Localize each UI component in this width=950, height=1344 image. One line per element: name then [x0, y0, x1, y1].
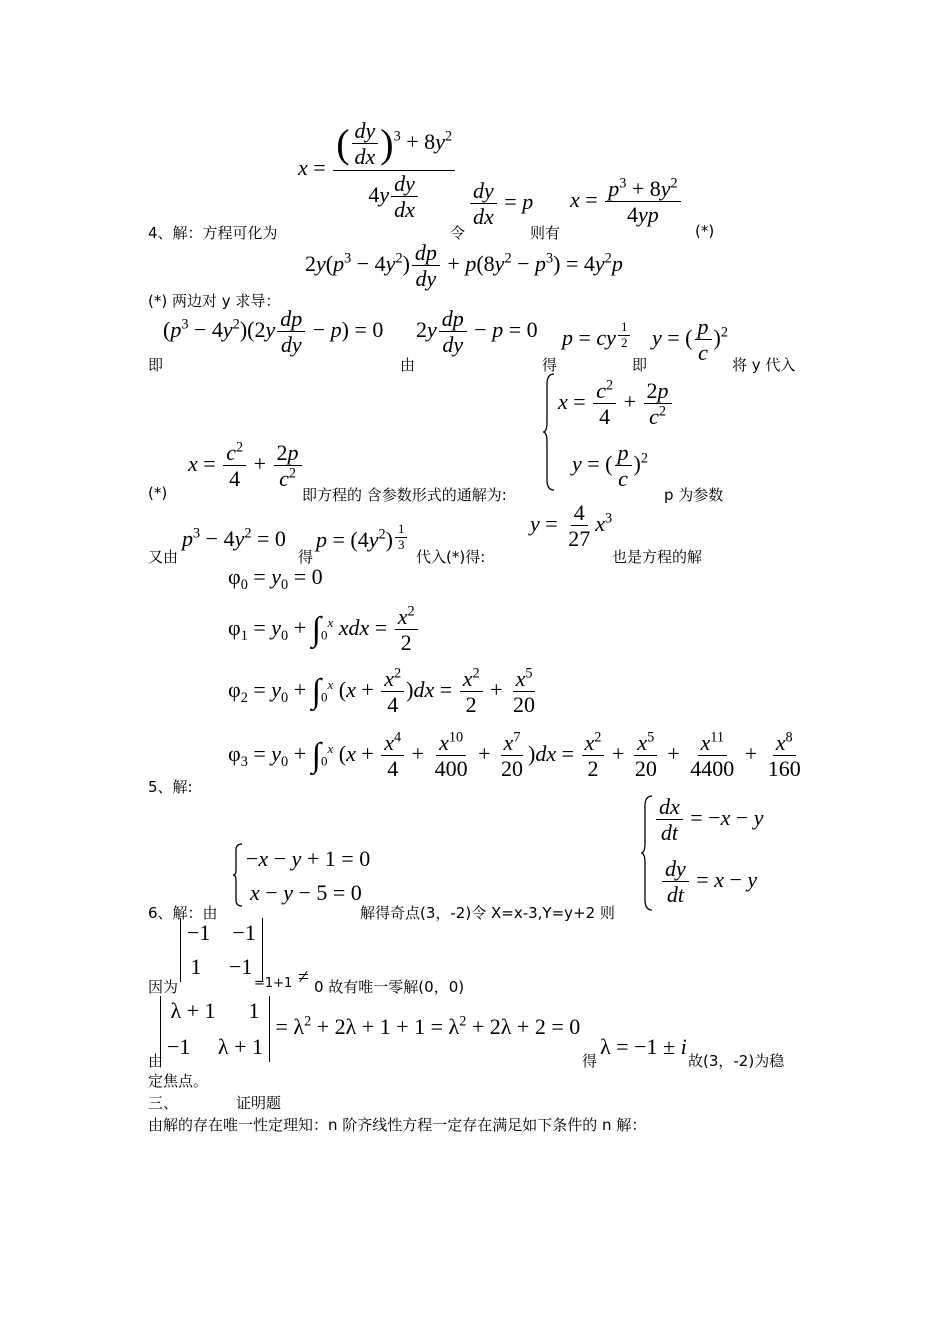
eq-p-cuberoot: $p = (4y^2)$ $\frac{1}{3}$ [316, 522, 409, 553]
problem-6-label: 6、解：由 [148, 904, 218, 922]
text-de-3: 得 [582, 1052, 598, 1070]
text-ling: 令 [450, 224, 466, 242]
eq-x-in-p: x = $\frac{p^3 + 8y^2}{4yp}$ [570, 176, 683, 228]
eq-dydx-p: $\frac{dy}{dx}$ = p [468, 178, 533, 230]
brace-ode-system [640, 794, 654, 912]
text-star-deriv: (*) 两边对 y 求导： [148, 292, 281, 310]
problem-4-label: 4、解：方程可化为 [148, 224, 278, 242]
text-general-solution: 即方程的 含参数形式的通解为: [302, 486, 507, 504]
eq-x-original: x = ( $\frac{dy}{dx}$ )$^3 + 8y^2$ 4y $\frac{dy}{dx}$ [298, 118, 457, 222]
problem-5-label: 5、解: [148, 778, 193, 796]
left-brace-icon [640, 794, 654, 912]
left-brace-icon [232, 842, 244, 908]
eq-y-pc: y = ( $\frac{p}{c}$ )$^2$ [652, 314, 728, 366]
text-singular-point: 解得奇点(3，-2)令 X=x-3,Y=y+2 则 [360, 904, 615, 922]
text-jiang-y: 将 y 代入 [732, 356, 796, 374]
matrix-determinant: −1 −1 1 −1 [180, 918, 263, 982]
text-de-1: 得 [542, 356, 558, 374]
eq-x-in-c: x = $\frac{c^2}{4}$ + $\frac{2p}{c^2}$ [188, 440, 304, 492]
text-ji-2: 即 [632, 356, 648, 374]
text-existence-theorem: 由解的存在唯一性定理知：n 阶齐线性方程一定存在满足如下条件的 n 解： [148, 1116, 647, 1134]
eq-characteristic: λ + 1 1 −1 λ + 1 = $\lambda^2 + 2\lambda + 1 + 1 = \lambda^2 + 2\lambda + 2 = 0$ [160, 996, 580, 1062]
eq-phi0: $\varphi_0 = y_0 = 0$ [228, 564, 323, 593]
neq-symbol: ≠ [298, 966, 309, 988]
eq-differentiated: $2y(p^3 - 4y^2)$ $\frac{dp}{dy}$ + $p(8y^2 - p^3) = 4y^2p$ [305, 240, 623, 292]
eq-general-x: x = $\frac{c^2}{4}$ + $\frac{2p}{c^2}$ [558, 378, 674, 430]
text-you-you: 又由 [148, 548, 179, 566]
section-3-number: 三、 [148, 1094, 179, 1112]
eq-second-factor: 2y $\frac{dp}{dy}$ − p = 0 [416, 306, 538, 358]
text-you-3: 由 [148, 1052, 164, 1070]
eq-system-2: x − y − 5 = 0 [250, 880, 362, 905]
eq-lambda: λ = −1 ± i [600, 1034, 687, 1059]
eq-dxdt: $\frac{dx}{dt}$ = −x − y [654, 794, 764, 846]
text-also-solution: 也是方程的解 [612, 548, 703, 566]
text-yinwei: 因为 [148, 978, 179, 996]
text-zeyou: 则有 [530, 224, 561, 242]
text-de-2: 得 [298, 548, 314, 566]
text-unique-zero: 0 故有唯一零解(0，0) [314, 978, 465, 996]
text-p-param: p 为参数 [664, 486, 724, 504]
text-det-value: =1+1 [254, 976, 293, 991]
text-dairu: 代入(*)得: [416, 548, 486, 566]
eq-singular-solution: y = $\frac{4}{27}$ $x^3$ [530, 500, 613, 552]
text-star-1: (*) [695, 222, 715, 240]
section-3-title: 证明题 [236, 1094, 282, 1112]
eq-dydt: $\frac{dy}{dt}$ = x − y [660, 856, 757, 908]
text-stable-a: 故(3，-2)为稳 [688, 1052, 785, 1070]
eq-phi3: $\varphi_3 = y_0 + \int_0^x$ (x + $\frac{x^4}{4}$ + $\frac{x^{10}}{400}$ + $\frac{x^7}{20}$ )dx = $\frac{x^2}{2}$ + $\frac{x^5}{20}$ + $\frac{x^{11}}{4400}$ + $\frac{x^8}{160}$ [228, 729, 801, 782]
brace-linear-system [232, 842, 244, 908]
text-star-2: (*) [148, 484, 168, 502]
text-you-1: 由 [400, 356, 416, 374]
eq-phi1: $\varphi_1 = y_0 + \int_0^x$ xdx = $\frac{x^2}{2}$ [228, 604, 420, 656]
eq-phi2: $\varphi_2 = y_0 + \int_0^x$ (x + $\frac{x^2}{4}$ )dx = $\frac{x^2}{2}$ + $\frac{x^5}{20}$ [228, 665, 536, 718]
eq-system-1: −x − y + 1 = 0 [246, 846, 371, 871]
brace-general-solution [542, 372, 556, 492]
left-brace-icon [542, 372, 556, 492]
eq-factored: $(p^3 - 4y^2)(2y$ $\frac{dp}{dy}$ − p) = 0 [163, 306, 384, 358]
text-ji-1: 即 [148, 356, 164, 374]
text-stable-b: 定焦点。 [148, 1072, 209, 1090]
eq-general-y: y = ( $\frac{p}{c}$ )$^2$ [572, 440, 648, 492]
eq-p-cy: p = cy $\frac{1}{2}$ [562, 320, 632, 351]
eq-p3-4y2: $p^3 - 4y^2 = 0$ [182, 525, 286, 551]
